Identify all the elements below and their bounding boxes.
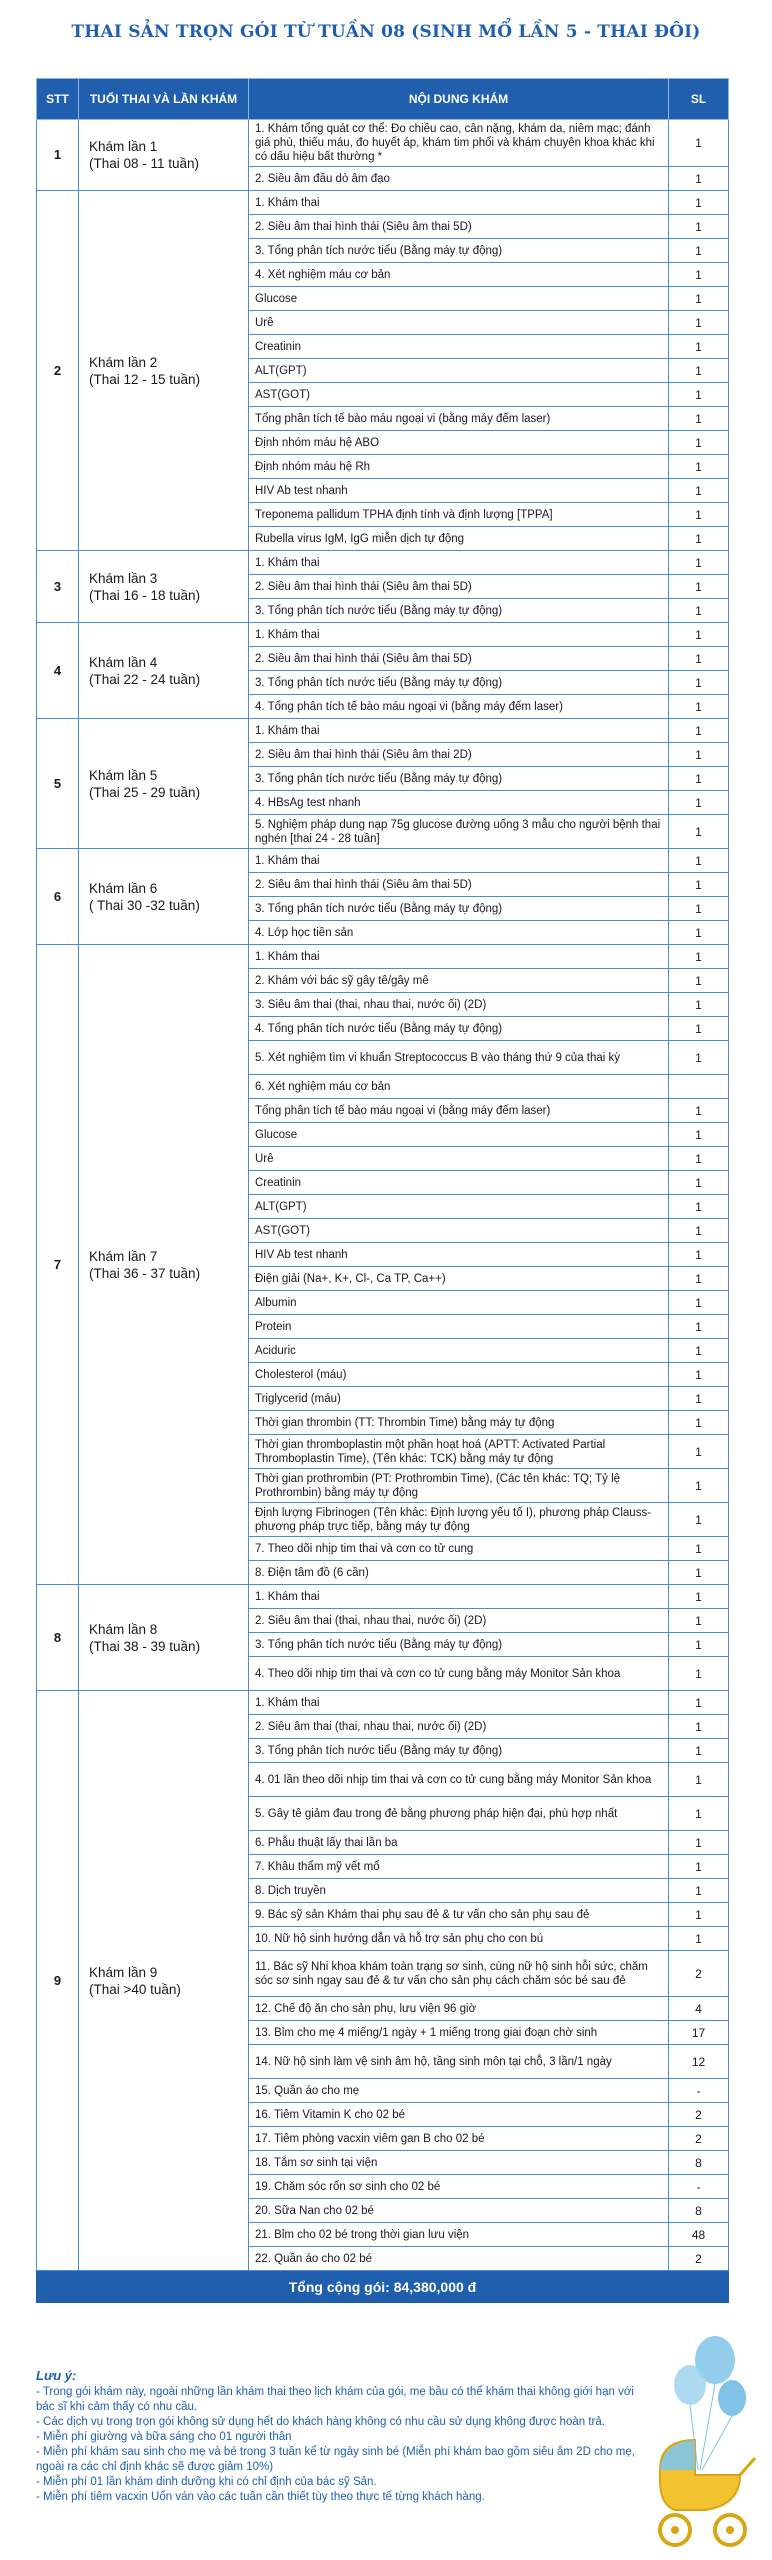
service-quantity: 1 (669, 791, 729, 815)
service-quantity: 1 (669, 1691, 729, 1715)
service-item: ALT(GPT) (249, 359, 669, 383)
service-quantity: 1 (669, 287, 729, 311)
stroller-icon (660, 2440, 755, 2545)
visit-weeks: (Thai 22 - 24 tuần) (89, 671, 201, 687)
visit-name: Khám lần 1 (89, 139, 158, 154)
service-item: 4. HBsAg test nhanh (249, 791, 669, 815)
service-quantity: 1 (669, 191, 729, 215)
service-quantity: 1 (669, 647, 729, 671)
service-item: 6. Xét nghiệm máu cơ bản (249, 1075, 669, 1099)
service-item: 3. Tổng phân tích nước tiểu (Bằng máy tự động) (249, 599, 669, 623)
visit-name: Khám lần 3 (89, 570, 158, 586)
service-quantity: 1 (669, 263, 729, 287)
service-item: 2. Siêu âm thai (thai, nhau thai, nước ối) (2D) (249, 1609, 669, 1633)
visit-number: 9 (37, 1691, 79, 2271)
service-item: 13. Bỉm cho mẹ 4 miếng/1 ngày + 1 miếng trong giai đoạn chờ sinh (249, 2021, 669, 2045)
service-item: 10. Nữ hộ sinh hướng dẫn và hỗ trợ sản phụ cho con bú (249, 1927, 669, 1951)
service-item: Creatinin (249, 1171, 669, 1195)
visit-number: 1 (37, 120, 79, 191)
service-item: Treponema pallidum TPHA định tính và định lượng [TPPA] (249, 503, 669, 527)
service-quantity: 1 (669, 527, 729, 551)
service-item: 3. Tổng phân tích nước tiểu (Bằng máy tự động) (249, 897, 669, 921)
service-item: 3. Siêu âm thai (thai, nhau thai, nước ối) (2D) (249, 993, 669, 1017)
service-item: 1. Khám thai (249, 623, 669, 647)
visit-label (79, 1585, 249, 1691)
service-item: Tổng phân tích tế bào máu ngoại vi (bằng máy đếm laser) (249, 1099, 669, 1123)
service-item: 2. Siêu âm thai hình thái (Siêu âm thai 2D) (249, 743, 669, 767)
header-content: NỘI DUNG KHÁM (249, 79, 669, 120)
service-item: 1. Khám thai (249, 719, 669, 743)
visit-weeks: (Thai 08 - 11 tuần) (89, 156, 200, 171)
table-row (37, 191, 729, 215)
visit-label (79, 945, 249, 1585)
service-item: 4. Theo dõi nhịp tim thai và cơn co tử cung bằng máy Monitor Sản khoa (249, 1657, 669, 1691)
service-quantity: 1 (669, 1041, 729, 1075)
service-item: Glucose (249, 1123, 669, 1147)
service-quantity: 1 (669, 120, 729, 167)
service-quantity: 17 (669, 2021, 729, 2045)
service-item: 3. Tổng phân tích nước tiểu (Bằng máy tự động) (249, 1633, 669, 1657)
visit-label (79, 719, 249, 849)
service-item: 14. Nữ hộ sinh làm vệ sinh âm hộ, tầng sinh môn tại chỗ, 3 lần/1 ngày (249, 2045, 669, 2079)
note-line: - Trong gói khám này, ngoài những lần khám thai theo lịch khám của gói, mẹ bầu có thể khám thai không giới hạn với bác sĩ khi cảm thấy có nhu cầu. (36, 2386, 634, 2413)
service-quantity: 1 (669, 311, 729, 335)
service-item: 22. Quần áo cho 02 bé (249, 2247, 669, 2271)
visit-name: Khám lần 9 (89, 1964, 158, 1980)
table-body (37, 120, 729, 2271)
service-item: Creatinin (249, 335, 669, 359)
visit-number: 7 (37, 945, 79, 1585)
service-quantity: 1 (669, 1411, 729, 1435)
service-quantity: 12 (669, 2045, 729, 2079)
service-quantity: 1 (669, 167, 729, 191)
visit-label (79, 191, 249, 551)
visit-name: Khám lần 8 (89, 1621, 158, 1637)
visit-label (79, 1691, 249, 2271)
service-item: 2. Siêu âm đầu dò âm đạo (249, 167, 669, 191)
service-item: 16. Tiêm Vitamin K cho 02 bé (249, 2103, 669, 2127)
service-quantity: 1 (669, 897, 729, 921)
service-quantity: 1 (669, 551, 729, 575)
service-item: 4. Tổng phân tích nước tiểu (Bằng máy tự động) (249, 1017, 669, 1041)
service-quantity: 1 (669, 383, 729, 407)
service-quantity: 1 (669, 695, 729, 719)
visit-weeks: (Thai >40 tuần) (89, 1981, 181, 1997)
service-item: 2. Siêu âm thai hình thái (Siêu âm thai 5D) (249, 647, 669, 671)
service-item: 6. Phẫu thuật lấy thai lần ba (249, 1831, 669, 1855)
service-quantity: 1 (669, 1267, 729, 1291)
service-item: Định nhóm máu hệ Rh (249, 455, 669, 479)
visit-weeks: (Thai 38 - 39 tuần) (89, 1638, 201, 1654)
visit-number: 4 (37, 623, 79, 719)
service-quantity: 1 (669, 1099, 729, 1123)
service-quantity: 1 (669, 873, 729, 897)
visit-number: 8 (37, 1585, 79, 1691)
visit-label (79, 120, 249, 191)
service-quantity: 1 (669, 1291, 729, 1315)
visit-label (79, 849, 249, 945)
service-quantity: 1 (669, 1715, 729, 1739)
service-quantity: 1 (669, 849, 729, 873)
service-quantity: 1 (669, 1927, 729, 1951)
service-quantity: 1 (669, 767, 729, 791)
service-item: ALT(GPT) (249, 1195, 669, 1219)
service-item: Tổng phân tích tế bào máu ngoại vi (bằng máy đếm laser) (249, 407, 669, 431)
service-quantity: - (669, 2175, 729, 2199)
page-title: THAI SẢN TRỌN GÓI TỪ TUẦN 08 (SINH MỔ LẦN 5 - THAI ĐÔI) (71, 22, 701, 42)
package-table (36, 78, 729, 2303)
service-quantity: 1 (669, 455, 729, 479)
table-row (37, 719, 729, 743)
note-line: - Miễn phí 01 lần khám dinh dưỡng khi có chỉ định của bác sỹ Sản. (36, 2476, 377, 2488)
service-item: 11. Bác sỹ Nhi khoa khám toàn trạng sơ sinh, cùng nữ hộ sinh hỗi sức, chăm sóc sơ sinh ngay sau đẻ & tư vấn cho sản phụ cách chăm sóc bé sau đẻ (249, 1951, 669, 1997)
service-quantity: 1 (669, 1879, 729, 1903)
service-quantity: 1 (669, 215, 729, 239)
service-item: HIV Ab test nhanh (249, 479, 669, 503)
visit-name: Khám lần 6 (89, 880, 158, 896)
service-item: 2. Siêu âm thai hình thái (Siêu âm thai 5D) (249, 873, 669, 897)
service-item: Urê (249, 311, 669, 335)
service-item: 9. Bác sỹ sản Khám thai phụ sau đẻ & tư vấn cho sản phụ sau đẻ (249, 1903, 669, 1927)
service-quantity: 4 (669, 1997, 729, 2021)
service-item: 2. Khám với bác sỹ gây tê/gây mê (249, 969, 669, 993)
note-line: - Miễn phí tiêm vacxin Uốn ván vào các tuần cần thiết tùy theo thực tế từng khách hàng. (36, 2491, 485, 2503)
service-item: 3. Tổng phân tích nước tiểu (Bằng máy tự động) (249, 239, 669, 263)
service-item: Glucose (249, 287, 669, 311)
service-item: 7. Khâu thẩm mỹ vết mổ (249, 1855, 669, 1879)
visit-weeks: ( Thai 30 -32 tuần) (89, 897, 200, 913)
note-line: - Các dịch vụ trong trọn gói không sử dụng hết do khách hàng không có nhu cầu sử dụng không được hoàn trả. (36, 2416, 605, 2428)
service-quantity: 1 (669, 1387, 729, 1411)
table-row (37, 623, 729, 647)
notes-title: Lưu ý: (36, 2368, 77, 2383)
service-item: 1. Khám thai (249, 551, 669, 575)
service-quantity: 1 (669, 1633, 729, 1657)
total-row (37, 2271, 729, 2303)
service-item: 1. Khám thai (249, 849, 669, 873)
visit-weeks: (Thai 12 - 15 tuần) (89, 371, 201, 387)
service-item: 2. Siêu âm thai hình thái (Siêu âm thai 5D) (249, 575, 669, 599)
service-quantity: 1 (669, 575, 729, 599)
service-item: 1. Khám thai (249, 191, 669, 215)
visit-number: 2 (37, 191, 79, 551)
service-item: 7. Theo dõi nhịp tim thai và cơn co tử cung (249, 1537, 669, 1561)
table-row (37, 1691, 729, 1715)
service-quantity: 48 (669, 2223, 729, 2247)
note-line: - Miễn phí khám sau sinh cho mẹ và bé trong 3 tuần kể từ ngày sinh bé (Miễn phí khám bao gồm siêu âm 2D cho mẹ, ngoài ra các chỉ định khác sẽ được giảm 10%) (36, 2446, 635, 2473)
visit-weeks: (Thai 36 - 37 tuần) (89, 1265, 201, 1281)
service-quantity: 1 (669, 1561, 729, 1585)
service-quantity: 1 (669, 969, 729, 993)
visit-name: Khám lần 5 (89, 767, 158, 783)
service-item: 5. Gây tê giảm đau trong đẻ bằng phương pháp hiện đại, phù hợp nhất (249, 1797, 669, 1831)
service-item: Aciduric (249, 1339, 669, 1363)
service-item: 5. Nghiệm pháp dung nạp 75g glucose đường uống 3 mẫu cho người bệnh thai nghén [thai 24 - 28 tuần] (249, 815, 669, 849)
service-item: 15. Quần áo cho mẹ (249, 2079, 669, 2103)
service-item: Thời gian thromboplastin một phần hoạt hoá (APTT: Activated Partial Thromboplastin Time), (Tên khác: TCK) bằng máy tự động (249, 1435, 669, 1469)
service-quantity: 1 (669, 743, 729, 767)
service-quantity: 1 (669, 815, 729, 849)
service-quantity: 1 (669, 1243, 729, 1267)
service-item: Định nhóm máu hệ ABO (249, 431, 669, 455)
service-item: AST(GOT) (249, 1219, 669, 1243)
service-item: Rubella virus IgM, IgG miễn dịch tự động (249, 527, 669, 551)
service-quantity: 1 (669, 1219, 729, 1243)
service-quantity: 2 (669, 2247, 729, 2271)
service-quantity: 1 (669, 1903, 729, 1927)
service-item: HIV Ab test nhanh (249, 1243, 669, 1267)
service-quantity: 1 (669, 479, 729, 503)
service-item: AST(GOT) (249, 383, 669, 407)
service-item: Cholesterol (máu) (249, 1363, 669, 1387)
service-quantity: 1 (669, 1017, 729, 1041)
service-quantity: 1 (669, 1123, 729, 1147)
service-item: 17. Tiêm phòng vacxin viêm gan B cho 02 bé (249, 2127, 669, 2151)
table-row (37, 945, 729, 969)
service-item: Thời gian prothrombin (PT: Prothrombin Time), (Các tên khác: TQ; Tỷ lệ Prothrombin) bằng máy tự động (249, 1469, 669, 1503)
service-quantity: 1 (669, 407, 729, 431)
service-quantity: 1 (669, 671, 729, 695)
table-header-row (37, 79, 729, 120)
service-item: 2. Siêu âm thai hình thái (Siêu âm thai 5D) (249, 215, 669, 239)
service-item: 8. Dịch truyền (249, 1879, 669, 1903)
service-item: Thời gian thrombin (TT: Thrombin Time) bằng máy tự động (249, 1411, 669, 1435)
service-item: 12. Chế độ ăn cho sản phụ, lưu viện 96 giờ (249, 1997, 669, 2021)
service-quantity: 1 (669, 1435, 729, 1469)
service-item: 19. Chăm sóc rốn sơ sinh cho 02 bé (249, 2175, 669, 2199)
service-quantity: 1 (669, 1363, 729, 1387)
service-item: 1. Khám tổng quát cơ thể: Đo chiều cao, cân nặng, khám da, niêm mạc; đánh giá phù, thiếu máu, đo huyết áp, khám tim phổi và khám chuyên khoa khác khi có dấu hiệu bất thường * (249, 120, 669, 167)
service-quantity: 1 (669, 719, 729, 743)
service-quantity: 1 (669, 1315, 729, 1339)
service-quantity: 1 (669, 1739, 729, 1763)
service-item: 2. Siêu âm thai (thai, nhau thai, nước ối) (2D) (249, 1715, 669, 1739)
service-item: Urê (249, 1147, 669, 1171)
service-item: Protein (249, 1315, 669, 1339)
table-row (37, 1585, 729, 1609)
service-quantity: 1 (669, 1657, 729, 1691)
table-row (37, 551, 729, 575)
service-quantity: 1 (669, 1537, 729, 1561)
service-item: 3. Tổng phân tích nước tiểu (Bằng máy tự động) (249, 1739, 669, 1763)
visit-label (79, 623, 249, 719)
service-item: Điện giải (Na+, K+, Cl-, Ca TP, Ca++) (249, 1267, 669, 1291)
service-quantity: 2 (669, 1951, 729, 1997)
service-item: 18. Tắm sơ sinh tại viện (249, 2151, 669, 2175)
service-quantity: 1 (669, 1195, 729, 1219)
service-quantity: 8 (669, 2151, 729, 2175)
service-item: Định lượng Fibrinogen (Tên khác: Định lượng yếu tố I), phương pháp Clauss- phương pháp trực tiếp, bằng máy tự động (249, 1503, 669, 1537)
service-quantity: 1 (669, 1763, 729, 1797)
service-item: 5. Xét nghiệm tìm vi khuẩn Streptococcus B vào tháng thứ 9 của thai kỳ (249, 1041, 669, 1075)
service-quantity: 1 (669, 1469, 729, 1503)
service-quantity: 1 (669, 335, 729, 359)
service-quantity: 1 (669, 431, 729, 455)
service-item: 20. Sữa Nan cho 02 bé (249, 2199, 669, 2223)
service-item: 1. Khám thai (249, 945, 669, 969)
service-item: 4. Tổng phân tích tế bào máu ngoại vi (bằng máy đếm laser) (249, 695, 669, 719)
service-quantity: 1 (669, 1797, 729, 1831)
visit-number: 3 (37, 551, 79, 623)
service-quantity: 1 (669, 599, 729, 623)
service-quantity: 2 (669, 2103, 729, 2127)
service-item: 4. 01 lần theo dõi nhịp tim thai và cơn co tử cung bằng máy Monitor Sản khoa (249, 1763, 669, 1797)
service-quantity: 1 (669, 1609, 729, 1633)
service-quantity: 2 (669, 2127, 729, 2151)
service-quantity (669, 1075, 729, 1099)
service-quantity: 1 (669, 1831, 729, 1855)
visit-number: 5 (37, 719, 79, 849)
service-quantity: 1 (669, 1855, 729, 1879)
service-quantity: 1 (669, 1585, 729, 1609)
visit-name: Khám lần 7 (89, 1248, 158, 1264)
service-item: 4. Xét nghiệm máu cơ bản (249, 263, 669, 287)
service-item: 3. Tổng phân tích nước tiểu (Bằng máy tự động) (249, 767, 669, 791)
service-quantity: 1 (669, 1339, 729, 1363)
table-row (37, 120, 729, 167)
service-quantity: 1 (669, 1147, 729, 1171)
table-row (37, 849, 729, 873)
service-quantity: 8 (669, 2199, 729, 2223)
service-item: 3. Tổng phân tích nước tiểu (Bằng máy tự động) (249, 671, 669, 695)
visit-weeks: (Thai 16 - 18 tuần) (89, 587, 201, 603)
header-stt: STT (37, 79, 79, 120)
visit-weeks: (Thai 25 - 29 tuần) (89, 784, 201, 800)
service-item: 4. Lớp học tiền sản (249, 921, 669, 945)
note-line: - Miễn phí giường và bữa sáng cho 01 người thân (36, 2431, 292, 2443)
baby-stroller-balloons-illustration (620, 2330, 760, 2555)
service-quantity: 1 (669, 993, 729, 1017)
service-item: 21. Bỉm cho 02 bé trong thời gian lưu viện (249, 2223, 669, 2247)
total-price: Tổng cộng gói: 84,380,000 đ (37, 2271, 729, 2303)
visit-name: Khám lần 2 (89, 354, 158, 370)
service-item: 1. Khám thai (249, 1691, 669, 1715)
notes-section (36, 2368, 636, 2505)
service-quantity: 1 (669, 503, 729, 527)
visit-number: 6 (37, 849, 79, 945)
service-quantity: 1 (669, 239, 729, 263)
service-quantity: 1 (669, 359, 729, 383)
visit-name: Khám lần 4 (89, 654, 158, 670)
service-quantity: 1 (669, 921, 729, 945)
service-item: Triglycerid (máu) (249, 1387, 669, 1411)
visit-label (79, 551, 249, 623)
header-qty: SL (669, 79, 729, 120)
service-item: 8. Điện tâm đồ (6 cần) (249, 1561, 669, 1585)
service-quantity: 1 (669, 1171, 729, 1195)
service-quantity: 1 (669, 1503, 729, 1537)
service-quantity: 1 (669, 945, 729, 969)
service-item: 1. Khám thai (249, 1585, 669, 1609)
service-item: Albumin (249, 1291, 669, 1315)
service-quantity: - (669, 2079, 729, 2103)
header-visit: TUỔI THAI VÀ LẦN KHÁM (79, 79, 249, 120)
service-quantity: 1 (669, 623, 729, 647)
